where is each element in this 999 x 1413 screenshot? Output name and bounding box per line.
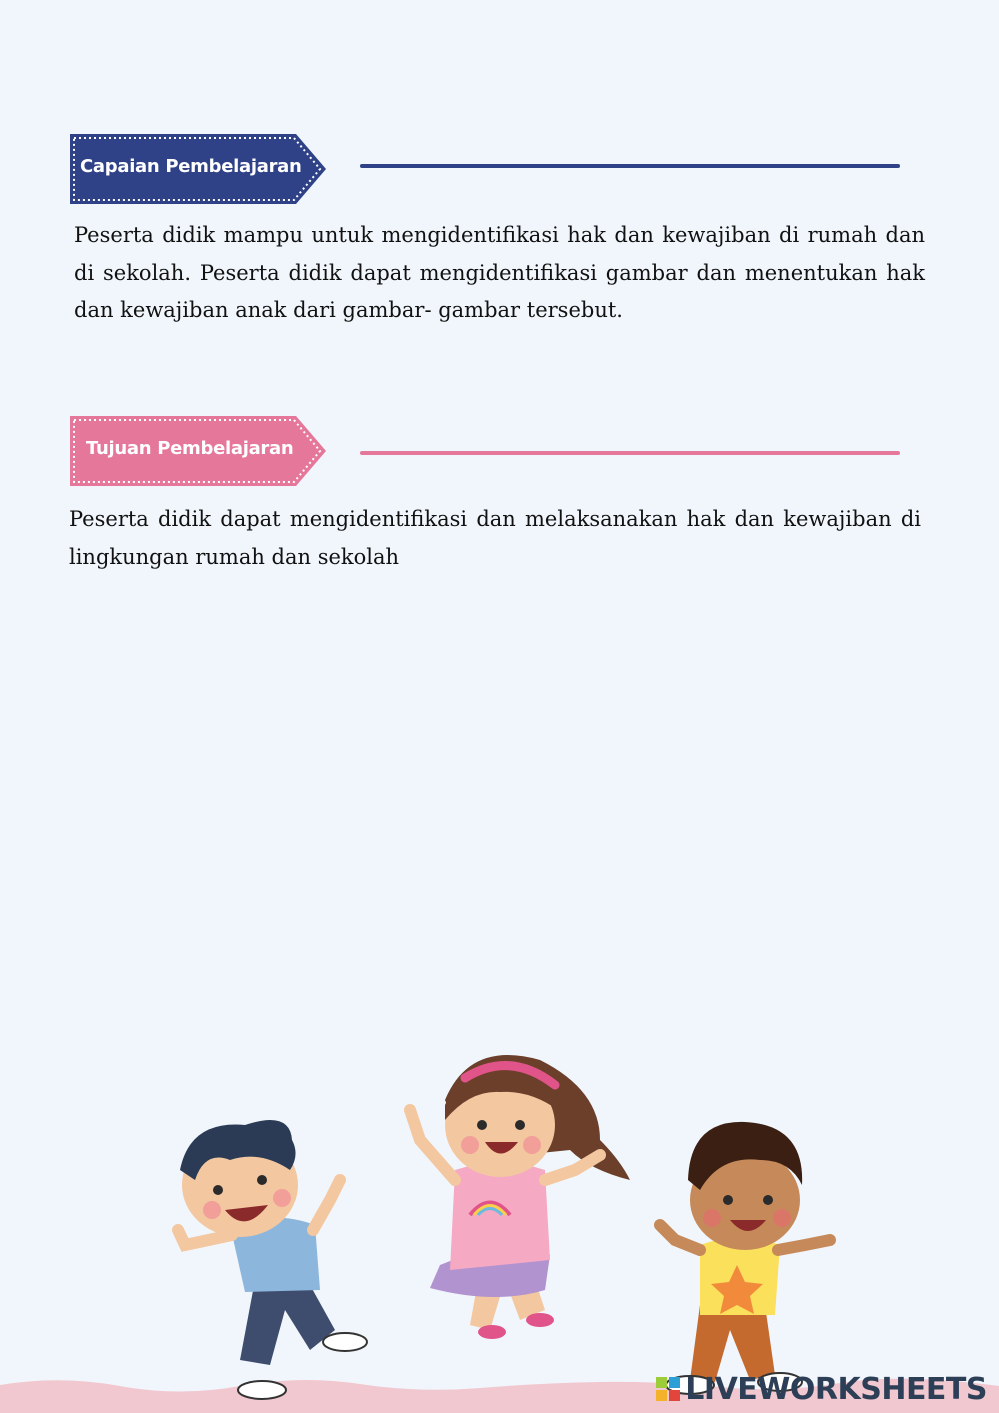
capaian-body-text: Peserta didik mampu untuk mengidentifikasi hak dan kewajiban di rumah dan di sekolah. Peserta didik dapat mengidentifikasi gambar dan menentukan hak dan kewajiban anak dari gambar- gambar tersebut. — [74, 223, 925, 322]
boy-right-figure — [660, 1122, 830, 1394]
tujuan-heading-label: Tujuan Pembelajaran — [86, 438, 294, 459]
tujuan-divider — [360, 451, 900, 455]
jumping-kids-illustration — [0, 1030, 999, 1413]
capaian-heading-tag — [68, 132, 328, 206]
liveworksheets-watermark — [655, 1372, 987, 1406]
girl-middle-figure — [410, 1055, 630, 1339]
capaian-divider — [360, 164, 900, 168]
capaian-heading-label: Capaian Pembelajaran — [80, 156, 302, 177]
liveworksheets-brand-text: LIVEWORKSHEETS — [685, 1371, 987, 1407]
liveworksheets-logo-icon — [655, 1376, 681, 1402]
boy-left-figure — [178, 1120, 367, 1399]
tujuan-body-text: Peserta didik dapat mengidentifikasi dan melaksanakan hak dan kewajiban di lingkungan rumah dan sekolah — [69, 507, 921, 569]
tujuan-heading-tag — [68, 414, 328, 488]
